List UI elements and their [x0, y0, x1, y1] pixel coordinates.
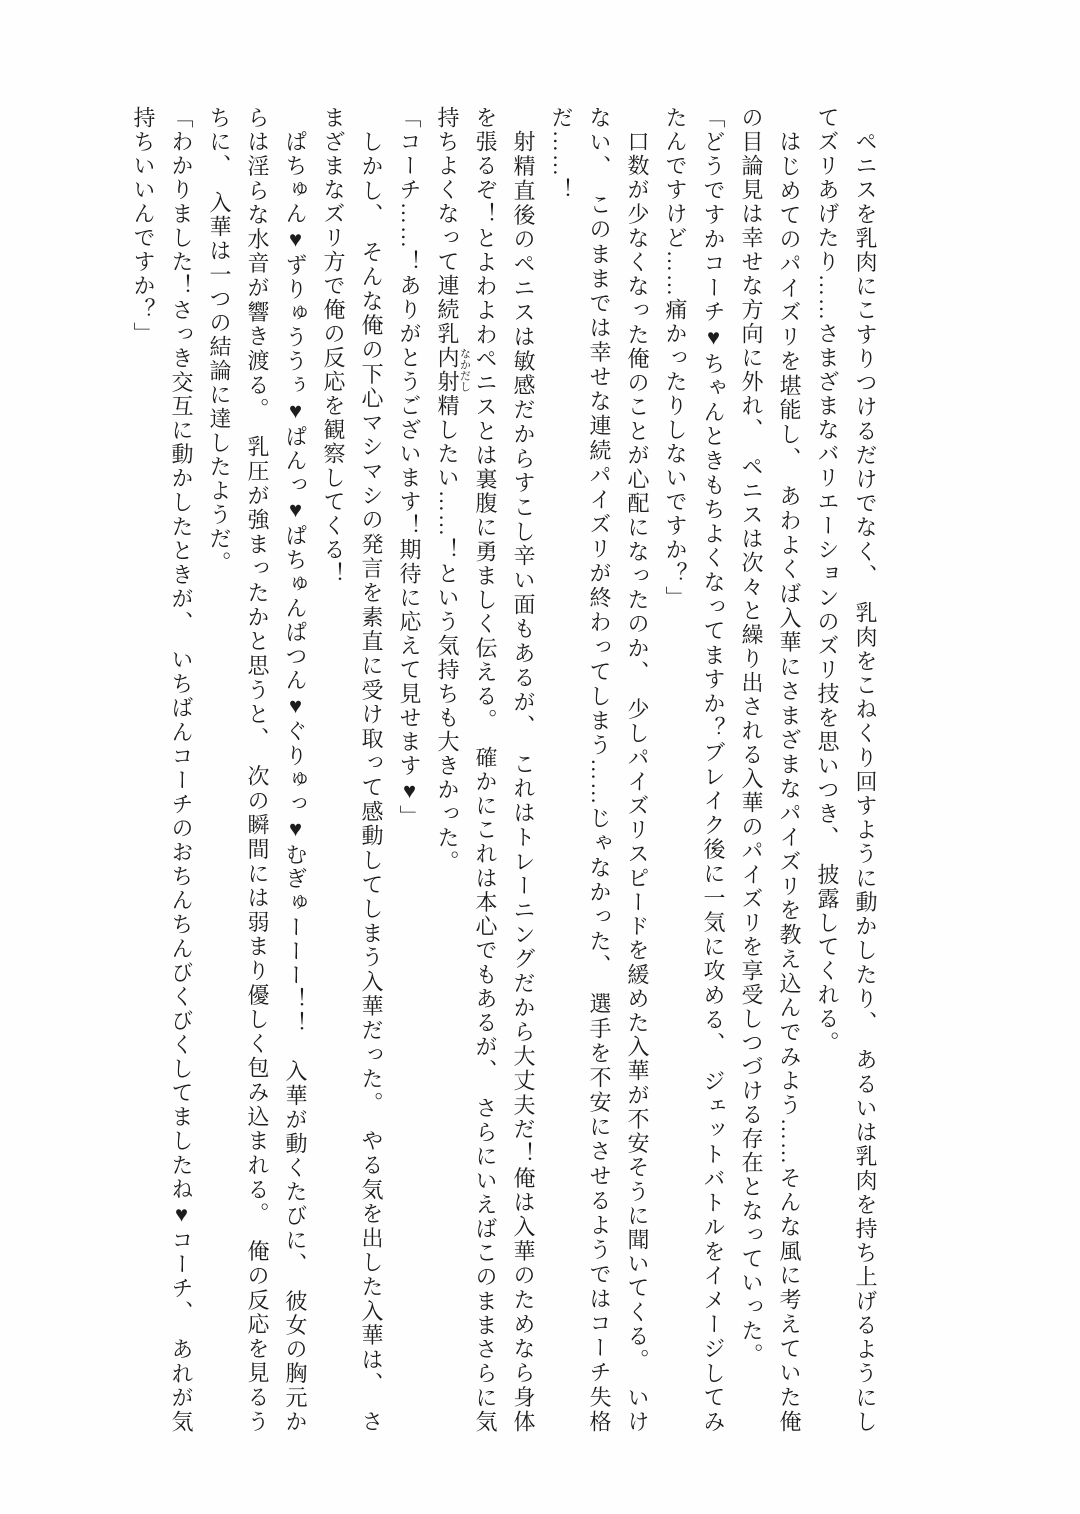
paragraph-5-post: したい……！という気持ちも大きかった。 — [435, 418, 460, 874]
paragraph-2: はじめてのパイズリを堪能し、 あわよくば入華にさまざまなパイズリを教え込んでみよう……そんな風に考えていた俺の目論見は幸せな方向に外れ、 ペニスは次々と繰り出される入華のパイズリを享受しつづける存在となっていった。 — [739, 106, 802, 1435]
ruby-base: 乳内射精 — [435, 322, 460, 418]
paragraph-4: 口数が少なくなった俺のことが心配になったのか、 少しパイズリスピードを緩めた入華が不安そうに聞いてくる。 いけない、 このままでは幸せな連続パイズリが終わってしまう……じゃなかった、 選手を不安にさせるようではコーチ失格だ……！ — [549, 106, 650, 1435]
paragraph-1: ペニスを乳肉にこすりつけるだけでなく、 乳肉をこねくり回すように動かしたり、 あるいは乳肉を持ち上げるようにしてズリあげたり……さまざまなバリエーションのズリ技を思いつき、 披露してくれる。 — [815, 106, 878, 1435]
ruby-nakadashi — [435, 322, 471, 418]
paragraph-6-dialogue: 「コーチ……！ありがとうございます！期待に応えて見せます♥」 — [397, 106, 422, 829]
paragraph-5-pre: 射精直後のペニスは敏感だからすこし辛い面もあるが、 これはトレーニングだから大丈夫だ！俺は入華のためなら身体を張るぞ！とよわよわペニスとは裏腹に勇ましく伝える。 確かにこれは本心でもあるが、 さらにいえばこのままさらに気持ちよくなって連続 — [435, 106, 536, 1434]
ruby-text: なかだし — [458, 322, 471, 418]
paragraph-5 — [428, 106, 542, 1434]
paragraph-3-dialogue: 「どうですかコーチ♥ちゃんときもちよくなってますか？ブレイク後に一気に攻める、 ジェットバトルをイメージしてみたんですけど……痛かったりしないですか？」 — [663, 106, 726, 1434]
paragraph-9-dialogue: 「わかりました！さっき交互に動かしたときが、 いちばんコーチのおちんちんびくびくしてましたね♥コーチ、 あれが気持ちいいんですか？」 — [131, 106, 194, 1434]
paragraph-8-sfx: ぱちゅん♥ずりゅううぅ♥ぱんっ♥ぱちゅんぱつん♥ぐりゅっ♥むぎゅーーー！！ 入華が動くたびに、 彼女の胸元からは淫らな水音が響き渡る。 乳圧が強まったかと思うと、 次の瞬間には弱まり優しく包み込まれる。 俺の反応を見るうちに、 入華は一つの結論に達したようだ。 — [207, 106, 308, 1435]
paragraph-7: しかし、 そんな俺の下心マシマシの発言を素直に受け取って感動してしまう入華だった。 やる気を出した入華は、 さまざまなズリ方で俺の反応を観察してくる！ — [321, 106, 384, 1434]
